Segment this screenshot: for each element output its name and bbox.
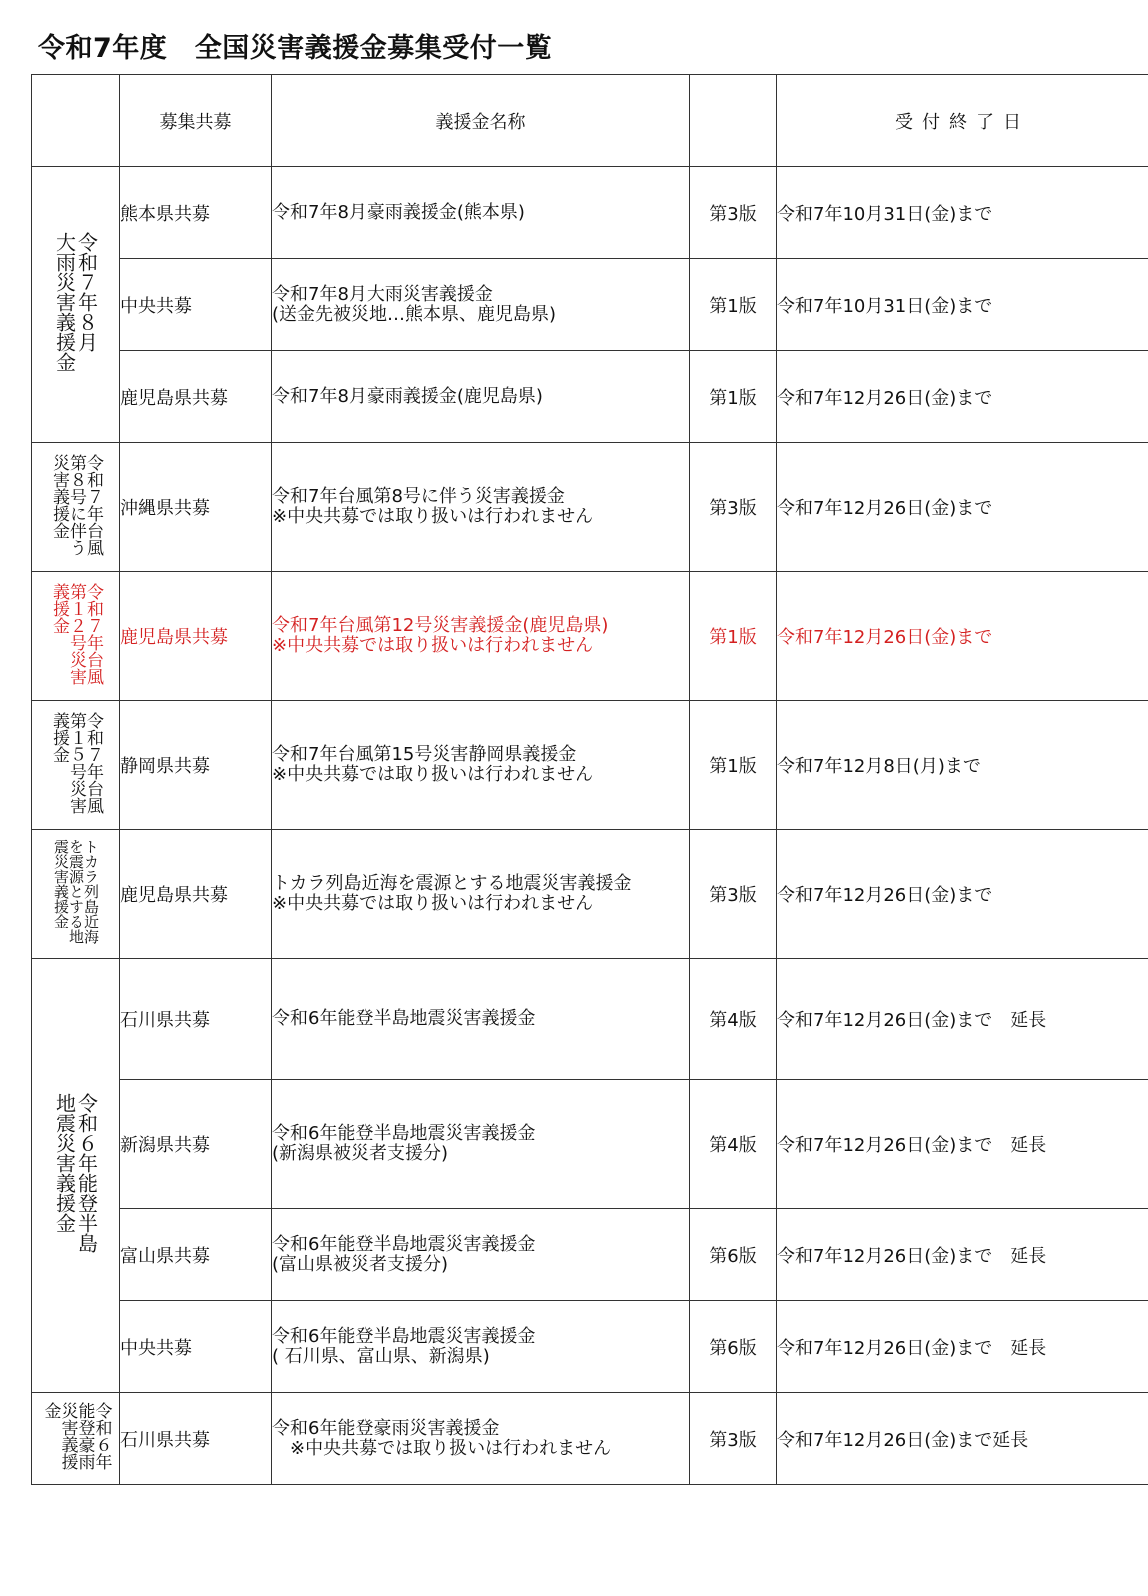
header-version-cell <box>690 75 777 167</box>
version-cell: 第1版 <box>690 351 777 443</box>
version-cell: 第6版 <box>690 1209 777 1301</box>
disaster-group-label <box>32 830 120 959</box>
group-label-line: 令和７年台風 <box>83 453 103 556</box>
org-cell: 熊本県共募 <box>120 167 272 259</box>
fund-name-line: 令和6年能登半島地震災害義援金 <box>272 1233 536 1255</box>
header-date: 受付終了日 <box>777 75 1148 167</box>
table-row <box>32 443 1148 572</box>
disaster-group-label <box>32 443 120 572</box>
group-label-line: 地震災害義援金 <box>52 1093 77 1233</box>
fund-name-line: 令和6年能登半島地震災害義援金 <box>272 1325 536 1347</box>
version-cell: 第4版 <box>690 959 777 1080</box>
fund-name-cell <box>272 830 690 959</box>
table-row <box>32 1209 1148 1301</box>
org-cell: 沖縄県共募 <box>120 443 272 572</box>
table-row <box>32 830 1148 959</box>
fund-name-cell <box>272 572 690 701</box>
fund-name-cell <box>272 701 690 830</box>
fund-name-cell <box>272 443 690 572</box>
org-cell: 静岡県共募 <box>120 701 272 830</box>
version-cell: 第1版 <box>690 701 777 830</box>
org-cell: 鹿児島県共募 <box>120 830 272 959</box>
fund-name-cell <box>272 1301 690 1393</box>
group-label-line: 能登豪雨 <box>74 1402 95 1470</box>
table-row <box>32 572 1148 701</box>
fund-name-cell <box>272 1080 690 1209</box>
deadline-cell: 令和7年12月26日(金)まで 延長 <box>777 1080 1148 1209</box>
group-label-line: 令和６年 <box>91 1402 112 1470</box>
deadline-cell: 令和7年12月26日(金)まで <box>777 443 1148 572</box>
deadline-cell: 令和7年12月26日(金)まで <box>777 351 1148 443</box>
org-cell: 新潟県共募 <box>120 1080 272 1209</box>
version-cell: 第3版 <box>690 443 777 572</box>
fund-name-line: ※中央共募では取り扱いは行われません <box>272 1437 612 1459</box>
fund-name-line: ※中央共募では取り扱いは行われません <box>272 506 594 527</box>
deadline-cell: 令和7年12月26日(金)まで 延長 <box>777 1301 1148 1393</box>
version-cell: 第3版 <box>690 830 777 959</box>
table-row <box>32 701 1148 830</box>
table-row <box>32 959 1148 1080</box>
group-label-line: 災害義援金 <box>49 453 69 539</box>
org-cell: 鹿児島県共募 <box>120 572 272 701</box>
fund-name-line: 令和6年能登半島地震災害義援金 <box>272 1008 536 1029</box>
deadline-cell: 令和7年12月26日(金)まで 延長 <box>777 959 1148 1080</box>
disaster-group-label <box>32 1393 120 1485</box>
fund-name-line: 令和7年8月大雨災害義援金 <box>272 283 493 305</box>
group-label-line: 第１２号災害 <box>66 582 86 685</box>
group-label-line: 災害義援 <box>57 1402 78 1470</box>
org-cell: 富山県共募 <box>120 1209 272 1301</box>
fund-name-cell <box>272 167 690 259</box>
fund-name-line: 令和7年8月豪雨義援金(熊本県) <box>272 201 525 223</box>
header-group-cell <box>32 75 120 167</box>
org-cell: 石川県共募 <box>120 1393 272 1485</box>
version-cell: 第3版 <box>690 167 777 259</box>
fund-name-line: ( 石川県、富山県、新潟県) <box>272 1345 490 1367</box>
table-row <box>32 1393 1148 1485</box>
fund-name-line: 令和7年台風第8号に伴う災害義援金 <box>272 486 565 507</box>
table-row <box>32 351 1148 443</box>
fund-name-line: 令和6年能登豪雨災害義援金 <box>272 1417 500 1439</box>
group-label-line: 第８号に伴う <box>66 453 86 556</box>
fund-name-line: トカラ列島近海を震源とする地震災害義援金 <box>272 873 632 894</box>
fund-name-line: (送金先被災地…熊本県、鹿児島県) <box>272 303 557 325</box>
deadline-cell: 令和7年10月31日(金)まで <box>777 259 1148 351</box>
group-label-line: 大雨災害義援金 <box>52 232 77 372</box>
deadline-cell: 令和7年10月31日(金)まで <box>777 167 1148 259</box>
group-label-line: 義援金 <box>49 582 69 634</box>
fund-name-line: 令和7年台風第12号災害義援金(鹿児島県) <box>272 615 609 636</box>
deadline-cell: 令和7年12月26日(金)まで <box>777 830 1148 959</box>
group-label-line: 令和７年台風 <box>83 582 103 685</box>
page-title: 令和7年度 全国災害義援金募集受付一覧 <box>38 33 553 64</box>
group-label-line: 令和７年台風 <box>83 711 103 814</box>
header-name: 義援金名称 <box>272 75 690 167</box>
fund-name-line: 令和7年台風第15号災害静岡県義援金 <box>272 744 577 765</box>
fund-name-cell <box>272 959 690 1080</box>
group-label-line: 震災害義援金 <box>52 839 70 929</box>
fund-name-line: (富山県被災者支援分) <box>272 1253 449 1275</box>
deadline-cell: 令和7年12月26日(金)まで <box>777 572 1148 701</box>
version-cell: 第4版 <box>690 1080 777 1209</box>
disaster-group-label <box>32 572 120 701</box>
fund-name-line: 令和6年能登半島地震災害義援金 <box>272 1123 536 1144</box>
version-cell: 第6版 <box>690 1301 777 1393</box>
org-cell: 鹿児島県共募 <box>120 351 272 443</box>
group-label-line: 令和７年８月 <box>74 232 99 352</box>
group-label-line: を震源とする地 <box>67 839 85 944</box>
disaster-group-label <box>32 701 120 830</box>
fund-name-line: (新潟県被災者支援分) <box>272 1143 449 1164</box>
fund-name-cell <box>272 1209 690 1301</box>
org-cell: 中央共募 <box>120 1301 272 1393</box>
group-label-line: 義援金 <box>49 711 69 763</box>
fund-name-line: 令和7年8月豪雨義援金(鹿児島県) <box>272 385 543 407</box>
org-cell: 中央共募 <box>120 259 272 351</box>
disaster-group-label <box>32 959 120 1393</box>
fund-name-line: ※中央共募では取り扱いは行われません <box>272 635 594 656</box>
fund-name-cell <box>272 351 690 443</box>
table-header-row <box>32 75 1148 167</box>
deadline-cell: 令和7年12月26日(金)まで延長 <box>777 1393 1148 1485</box>
version-cell: 第3版 <box>690 1393 777 1485</box>
relief-fund-table <box>31 74 1148 1485</box>
version-cell: 第1版 <box>690 572 777 701</box>
table-row <box>32 259 1148 351</box>
fund-name-cell <box>272 1393 690 1485</box>
group-label-line: 令和６年能登半島 <box>74 1093 99 1253</box>
table-row <box>32 1301 1148 1393</box>
version-cell: 第1版 <box>690 259 777 351</box>
deadline-cell: 令和7年12月26日(金)まで 延長 <box>777 1209 1148 1301</box>
header-org: 募集共募 <box>120 75 272 167</box>
group-label-line: トカラ列島近海 <box>82 839 100 944</box>
org-cell: 石川県共募 <box>120 959 272 1080</box>
fund-name-line: ※中央共募では取り扱いは行われません <box>272 764 594 785</box>
group-label-line: 金 <box>40 1402 61 1419</box>
fund-name-line: ※中央共募では取り扱いは行われません <box>272 893 594 914</box>
deadline-cell: 令和7年12月8日(月)まで <box>777 701 1148 830</box>
table-row <box>32 1080 1148 1209</box>
table-body <box>32 167 1148 1485</box>
fund-name-cell <box>272 259 690 351</box>
disaster-group-label <box>32 167 120 443</box>
group-label-line: 第１５号災害 <box>66 711 86 814</box>
table-row <box>32 167 1148 259</box>
